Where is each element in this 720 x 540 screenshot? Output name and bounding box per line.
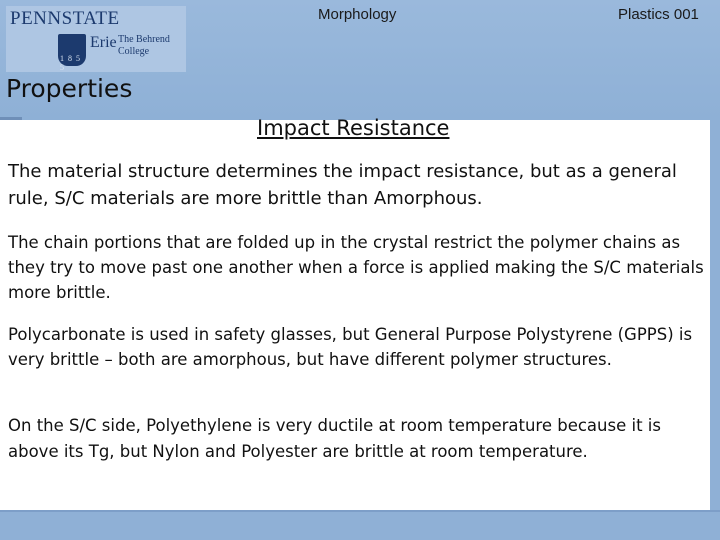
paragraph-2: The chain portions that are folded up in the crystal restrict the polymer chains as they try to move past one another when a force is applied making the S/C materials more brittle. bbox=[8, 233, 704, 302]
penn-state-behrend-logo bbox=[6, 6, 186, 72]
header-course: Plastics 001 bbox=[618, 6, 699, 23]
logo-campus: Erie bbox=[90, 34, 117, 51]
footer-divider bbox=[0, 510, 720, 512]
header-topic: Morphology bbox=[318, 6, 397, 23]
shield-year: 1 8 5 5 bbox=[60, 54, 81, 72]
logo-wordmark: PENNSTATE bbox=[10, 8, 120, 29]
shield-icon bbox=[58, 34, 86, 72]
slide-footer bbox=[0, 510, 720, 540]
paragraph-4: On the S/C side, Polyethylene is very ductile at room temperature because it is above its Tg, but Nylon and Polyester are brittle at room temperature. bbox=[8, 416, 661, 461]
slide-subtitle: Impact Resistance bbox=[257, 116, 450, 140]
paragraph-1: The material structure determines the impact resistance, but as a general rule, S/C materials are more brittle than Amorphous. bbox=[8, 161, 677, 209]
page-title: Properties bbox=[6, 74, 133, 103]
logo-college: The Behrend College bbox=[118, 34, 170, 57]
paragraph-3: Polycarbonate is used in safety glasses, but General Purpose Polystyrene (GPPS) is very brittle – both are amorphous, but have different polymer structures. bbox=[8, 325, 693, 369]
slide-header bbox=[0, 0, 720, 120]
